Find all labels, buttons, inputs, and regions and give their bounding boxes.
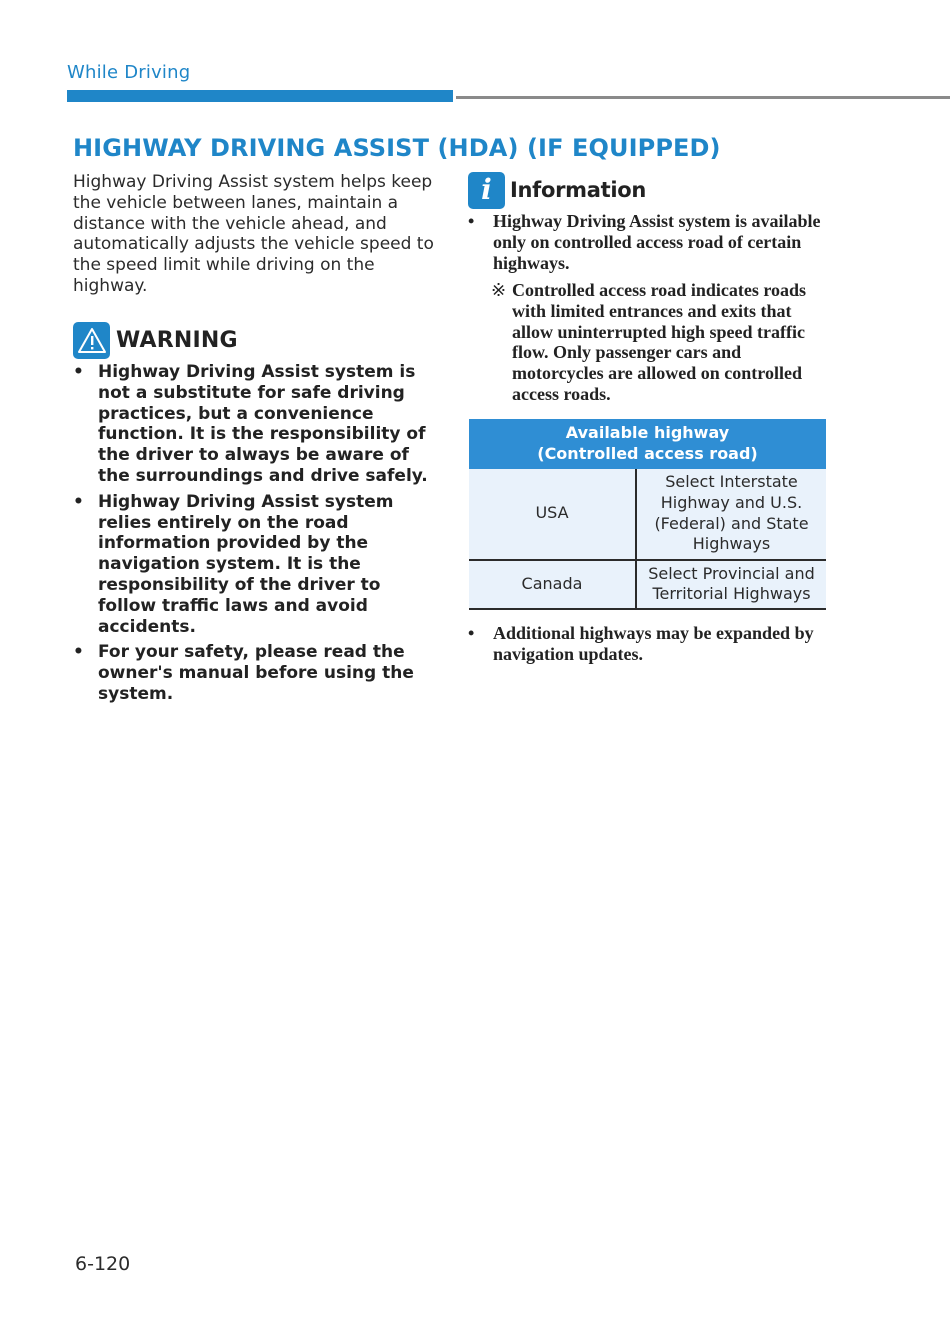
information-title: Information [510, 178, 647, 202]
header-accent-bar [67, 90, 453, 102]
list-item: • Highway Driving Assist system relies entirely on the road information provided by the navigation system. It is the responsibility of the driver to follow traffic laws and avoid accidents. [73, 491, 394, 637]
list-item: • Highway Driving Assist system is available only on controlled access road of certain highways. [468, 211, 821, 273]
page-number: 6-120 [75, 1253, 131, 1275]
warning-title: WARNING [116, 327, 238, 353]
information-heading [468, 172, 646, 208]
warning-triangle-icon [73, 322, 110, 359]
reference-mark: ※ [491, 280, 507, 300]
header-rule [456, 96, 950, 99]
table-header: Available highway (Controlled access road) [469, 419, 826, 469]
information-list-after [468, 623, 833, 665]
list-item: • For your safety, please read the owner's manual before using the system. [73, 642, 414, 704]
warning-list [73, 362, 433, 710]
warning-heading [73, 322, 238, 358]
intro-paragraph: Highway Driving Assist system helps keep the vehicle between lanes, maintain a distance with the vehicle ahead, and automatically adjusts the vehicle speed to the speed limit while driving on the highway. [73, 172, 434, 296]
information-note: ※ Controlled access road indicates roads with limited entrances and exits that allow uninterrupted high speed traffic flow. Only passenger cars and motorcycles are allowed on controlled access roads. [491, 280, 807, 404]
table-cell-highways: Select Provincial and Territorial Highways [636, 560, 826, 610]
info-icon: i [468, 172, 505, 209]
list-item: • Highway Driving Assist system is not a substitute for safe driving practices, but a convenience function. It is the responsibility of the driver to always be aware of the surroundings and drive safely. [73, 362, 428, 486]
section-header: While Driving [67, 62, 191, 83]
information-list [468, 211, 833, 273]
list-item: • Additional highways may be expanded by navigation updates. [468, 623, 814, 664]
table-cell-highways: Select Interstate Highway and U.S. (Federal) and State Highways [636, 469, 826, 560]
highway-table [469, 419, 826, 610]
table-row [469, 560, 826, 610]
page-title: HIGHWAY DRIVING ASSIST (HDA) (IF EQUIPPED) [73, 134, 721, 162]
table-cell-country: USA [469, 469, 636, 560]
table-row [469, 469, 826, 560]
table-cell-country: Canada [469, 560, 636, 610]
